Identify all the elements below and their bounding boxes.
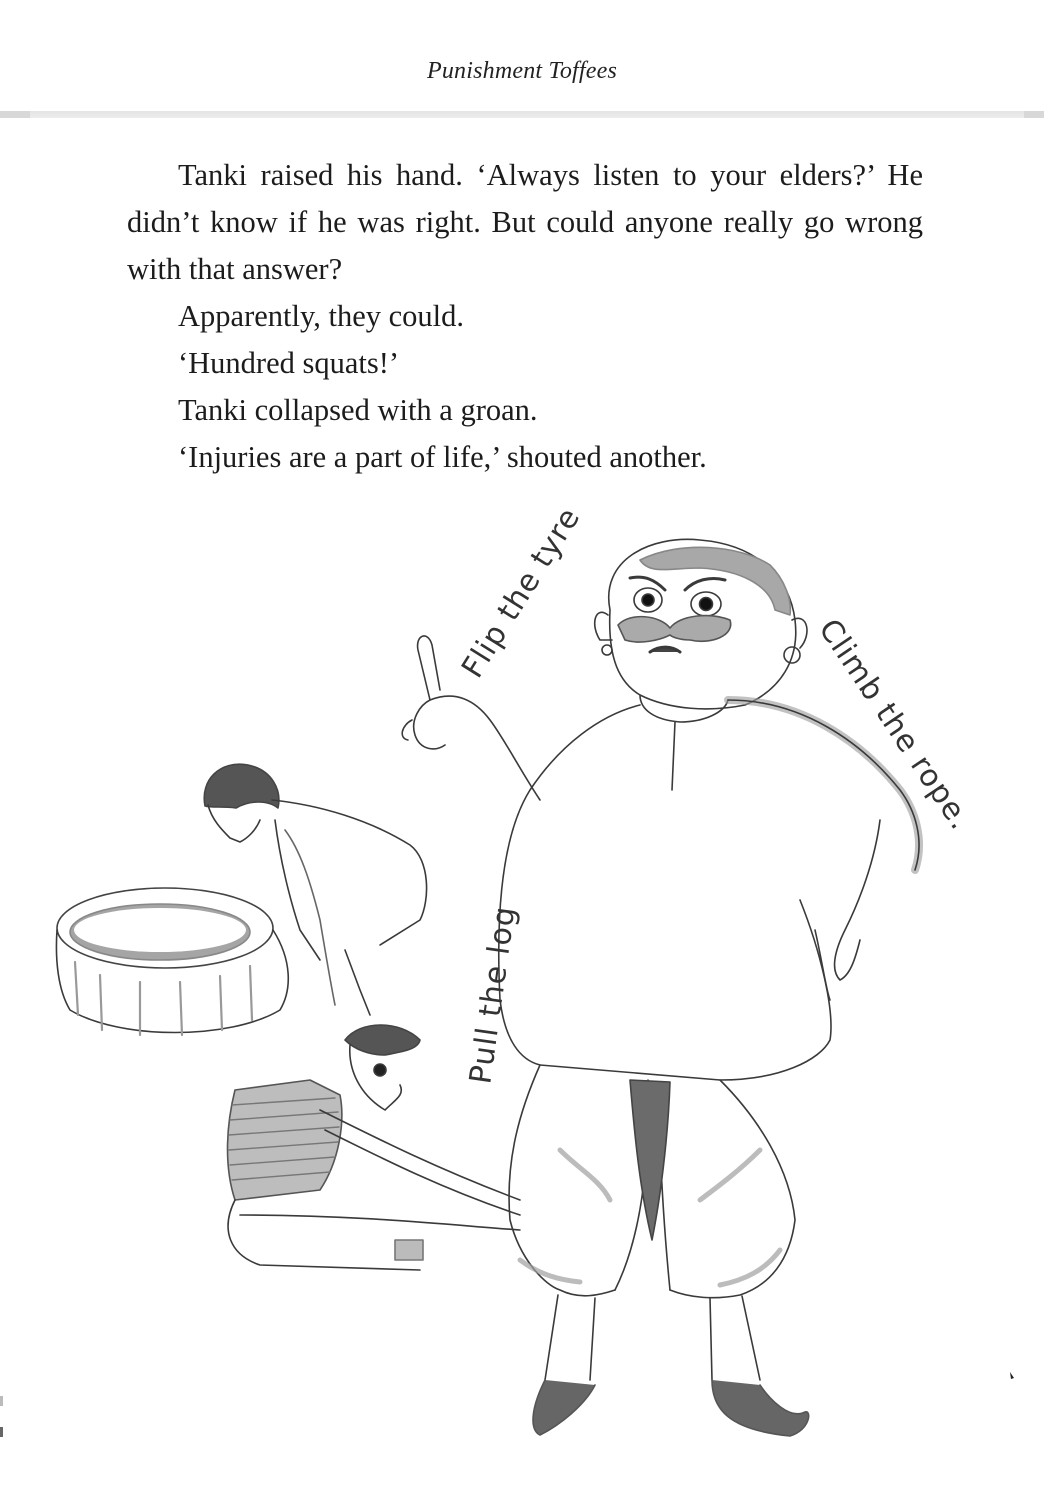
body-text	[127, 152, 923, 481]
label-flip-the-tyre: Flip the tyre	[455, 501, 588, 685]
paragraph: ‘Injuries are a part of life,’ shouted another.	[178, 440, 707, 474]
paragraph: Apparently, they could.	[178, 299, 464, 333]
paragraph: ‘Hundred squats!’	[178, 346, 400, 380]
boy-with-tyre	[56, 764, 426, 1035]
running-head: Punishment Toffees	[426, 58, 618, 84]
label-climb-the-rope: Climb the rope.	[811, 612, 979, 837]
label-pull-the-log: Pull the log	[463, 903, 523, 1087]
header-rule	[0, 111, 1044, 118]
illustration	[0, 500, 1044, 1500]
paragraph: Tanki collapsed with a groan.	[178, 393, 538, 427]
margin-speck	[1010, 1372, 1014, 1379]
paragraph: Tanki raised his hand. ‘Always listen to your elders?’ He didn’t know if he was right. But could anyone really go wrong with that answer?	[127, 158, 923, 286]
